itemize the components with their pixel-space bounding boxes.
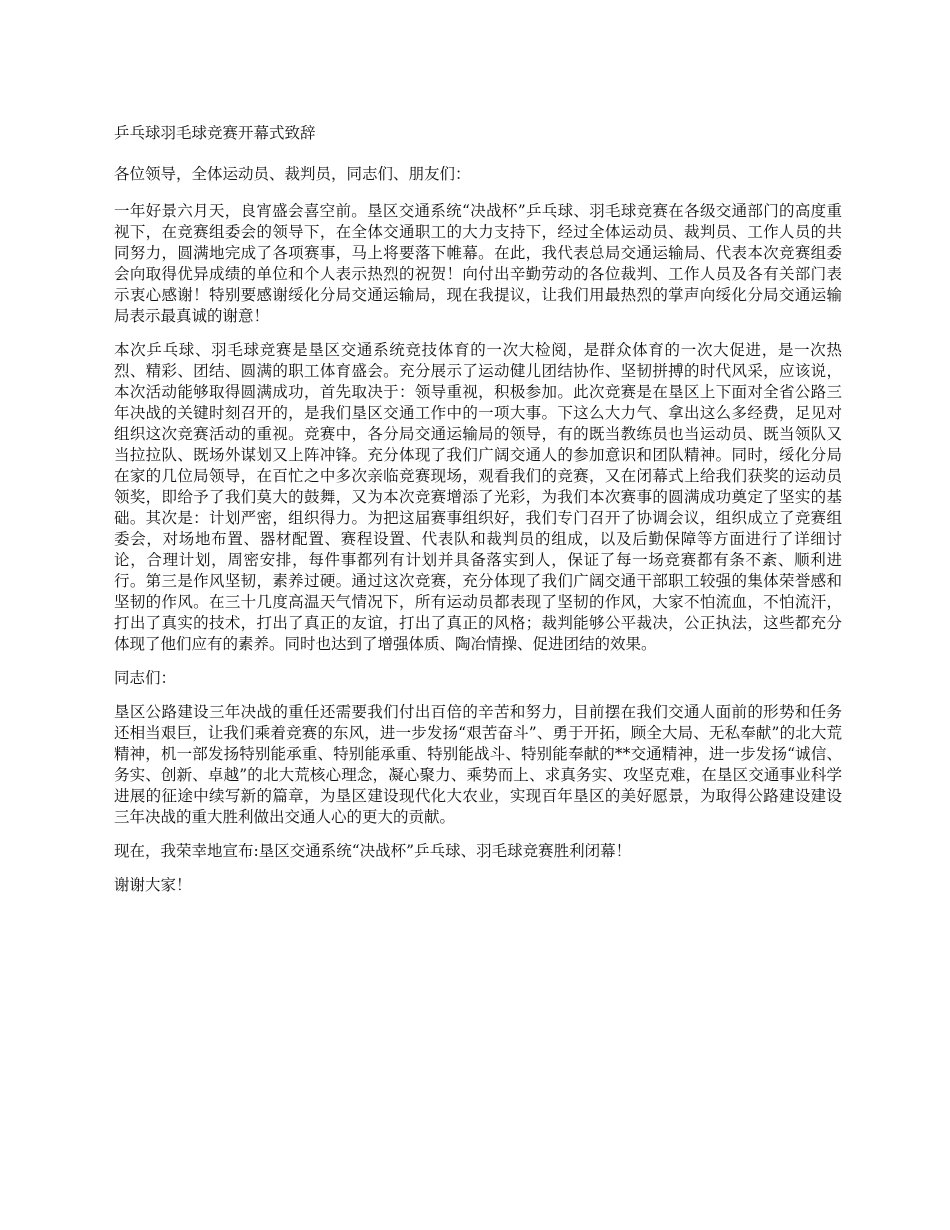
- paragraph-thanks: 谢谢大家！: [114, 876, 192, 894]
- paragraph-opening: 一年好景六月天，良宵盛会喜空前。垦区交通系统“决战杯”乒乓球、羽毛球竞赛在各级交通部门的高度重视下，在竞赛组委会的领导下，在全体交通职工的大力支持下，经过全体运动员、裁判员、工作人员的共同努力，圆满地完成了各项赛事，马上将要落下帷幕。在此，我代表总局交通运输局、代表本次竞赛组委会向取得优异成绩的单位和个人表示热烈的祝贺！向付出辛勤劳动的各位裁判、工作人员及各有关部门表示衷心感谢！特别要感谢绥化分局交通运输局，现在我提议，让我们用最热烈的掌声向绥化分局交通运输局表示最真诚的谢意！: [114, 202, 842, 325]
- paragraph-comrades: 同志们：: [114, 669, 177, 687]
- document-page: [114, 122, 842, 909]
- salutation: 各位领导，全体运动员、裁判员，同志们、朋友们：: [114, 165, 471, 183]
- paragraph-review: 本次乒乓球、羽毛球竞赛是垦区交通系统竞技体育的一次大检阅，是群众体育的一次大促进，是一次热烈、精彩、团结、圆满的职工体育盛会。充分展示了运动健儿团结协作、坚韧拼搏的时代风采，应该说，本次活动能够取得圆满成功，首先取决于：领导重视，积极参加。此次竞赛是在垦区上下面对全省公路三年决战的关键时刻召开的，是我们垦区交通工作中的一项大事。下这么大力气、拿出这么多经费，足见对组织这次竞赛活动的重视。竞赛中，各分局交通运输局的领导，有的既当教练员也当运动员、既当领队又当拉拉队、既场外谋划又上阵冲锋。充分体现了我们广阔交通人的参加意识和团队精神。同时，绥化分局在家的几位局领导，在百忙之中多次亲临竞赛现场，观看我们的竞赛，又在闭幕式上给我们获奖的运动员领奖，即给予了我们莫大的鼓舞，又为本次竞赛增添了光彩，为我们本次赛事的圆满成功奠定了坚实的基础。其次是：计划严密，组织得力。为把这届赛事组织好，我们专门召开了协调会议，组织成立了竞赛组委会，对场地布置、器材配置、赛程设置、代表队和裁判员的组成，以及后勤保障等方面进行了详细讨论，合理计划，周密安排，每件事都列有计划并具备落实到人，保证了每一场竞赛都有条不紊、顺利进行。第三是作风坚韧，素养过硬。通过这次竞赛，充分体现了我们广阔交通干部职工较强的集体荣誉感和坚韧的作风。在三十几度高温天气情况下，所有运动员都表现了坚韧的作风，大家不怕流血，不怕流汗，打出了真实的技术，打出了真正的友谊，打出了真正的风格；裁判能够公平裁决，公正执法，这些都充分体现了他们应有的素养。同时也达到了增强体质、陶冶情操、促进团结的效果。: [114, 341, 842, 653]
- paragraph-call-to-action: 垦区公路建设三年决战的重任还需要我们付出百倍的辛苦和努力，目前摆在我们交通人面前的形势和任务还相当艰巨，让我们乘着竞赛的东风，进一步发扬“艰苦奋斗”、勇于开拓，顾全大局、无私奉献”的北大荒精神，机一部发扬特别能承重、特别能承重、特别能战斗、特别能奉献的**交通精神，进一步发扬“诚信、务实、创新、卓越”的北大荒核心理念，凝心聚力、乘势而上、求真务实、攻坚克难，在垦区交通事业科学进展的征途中续写新的篇章，为垦区建设现代化大农业，实现百年垦区的美好愿景，为取得公路建设建设三年决战的重大胜利做出交通人心的更大的贡献。: [114, 703, 842, 826]
- document-title: 乒乓球羽毛球竞赛开幕式致辞: [114, 124, 316, 142]
- paragraph-closing-announcement: 现在，我荣幸地宣布:垦区交通系统“决战杯”乒乓球、羽毛球竞赛胜利闭幕！: [114, 842, 632, 860]
